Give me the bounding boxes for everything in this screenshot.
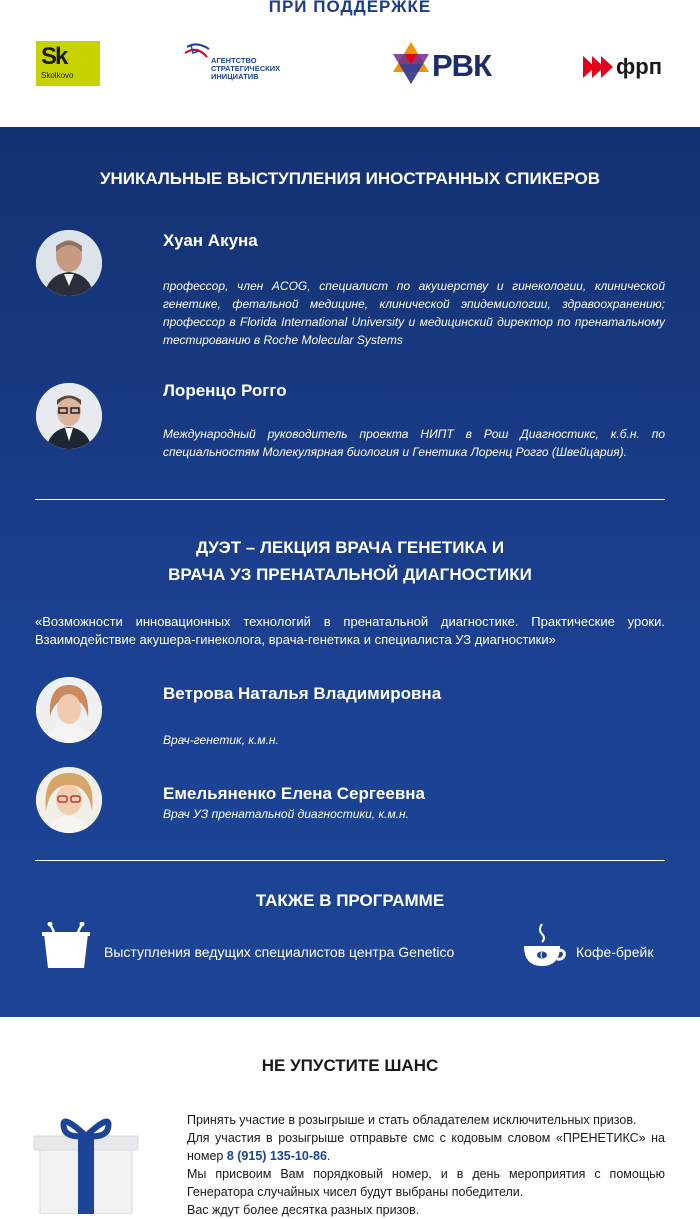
frp-logo-text: фрп bbox=[616, 54, 662, 79]
podium-icon bbox=[40, 922, 92, 970]
rvk-logo-text: РВК bbox=[432, 48, 491, 83]
frp-logo-icon bbox=[583, 54, 613, 80]
raffle-line bbox=[187, 1129, 665, 1165]
rvk-logo-icon bbox=[393, 42, 429, 84]
avatar bbox=[36, 230, 102, 296]
avatar bbox=[36, 677, 102, 743]
speaker-name: Емельяненко Елена Сергеевна bbox=[163, 784, 426, 803]
speaker-description: Врач-генетик, к.м.н. bbox=[163, 733, 279, 747]
gift-box-icon bbox=[30, 1110, 142, 1214]
program-item-label: Выступления ведущих специалистов центра Genetico bbox=[104, 944, 455, 960]
raffle-text bbox=[187, 1111, 665, 1219]
program-band bbox=[0, 127, 700, 1017]
speaker-description: профессор, член ACOG, специалист по акушерству и гинекологии, клинической генетике, фетальной медицине, клинической эпидемиологии, здравоохранению; профессор в Florida International University и медицинский директор по пренатальному тестированию в Roche Molecular Systems bbox=[163, 279, 665, 347]
section-divider bbox=[35, 860, 665, 861]
asi-logo-line3: ИНИЦИАТИВ bbox=[211, 72, 259, 81]
foreign-speakers-title: УНИКАЛЬНЫЕ ВЫСТУПЛЕНИЯ ИНОСТРАННЫХ СПИКЕРОВ bbox=[99, 169, 601, 188]
support-title: ПРИ ПОДДЕРЖКЕ bbox=[268, 0, 432, 16]
avatar bbox=[36, 383, 102, 449]
asi-logo-line1: АГЕНТСТВО bbox=[211, 56, 257, 65]
asi-logo-icon bbox=[183, 41, 211, 71]
raffle-line: Принять участие в розыгрыше и стать обладателем исключительных призов. bbox=[187, 1113, 637, 1127]
skolkovo-logo-mark: Sk bbox=[41, 43, 67, 70]
skolkovo-logo-text: Skolkovo bbox=[41, 71, 74, 80]
program-item-label: Кофе-брейк bbox=[576, 944, 654, 960]
speaker-description: Международный руководитель проекта НИПТ в Рош Диагностикс, к.б.н. по специальностям Молекулярная биология и Генетика Лоренц Рогго (Швейцария). bbox=[163, 427, 665, 459]
program-title: ТАКЖЕ В ПРОГРАММЕ bbox=[255, 891, 445, 910]
phone-number[interactable]: 8 (915) 135-10-86 bbox=[226, 1149, 327, 1163]
coffee-cup-icon bbox=[522, 922, 566, 970]
asi-logo[interactable] bbox=[183, 41, 283, 86]
speaker-name: Лоренцо Рогго bbox=[163, 381, 287, 400]
program-item bbox=[40, 922, 490, 972]
raffle-text-part: Для участия в розыгрыше отправьте смс с кодовым словом «ПРЕНЕТИКС» на номер bbox=[187, 1131, 665, 1163]
rvk-logo[interactable] bbox=[393, 42, 503, 86]
section-divider bbox=[35, 499, 665, 500]
raffle-text-part: . bbox=[326, 1149, 331, 1163]
speaker-description: Врач УЗ пренатальной диагностики, к.м.н. bbox=[163, 807, 409, 821]
duet-title-line2: ВРАЧА УЗ ПРЕНАТАЛЬНОЙ ДИАГНОСТИКИ bbox=[168, 565, 532, 584]
speaker-name: Хуан Акуна bbox=[163, 231, 258, 250]
program-item bbox=[522, 922, 682, 972]
asi-logo-line2: СТРАТЕГИЧЕСКИХ bbox=[211, 64, 281, 73]
duet-title-line1: ДУЭТ – ЛЕКЦИЯ ВРАЧА ГЕНЕТИКА И bbox=[195, 538, 505, 557]
speaker-name: Ветрова Наталья Владимировна bbox=[163, 684, 442, 703]
avatar bbox=[36, 767, 102, 833]
raffle-title: НЕ УПУСТИТЕ ШАНС bbox=[261, 1056, 439, 1075]
frp-logo[interactable] bbox=[583, 54, 673, 82]
sponsors-section bbox=[0, 0, 700, 127]
lecture-quote: «Возможности инновационных технологий в пренатальной диагностике. Практические уроки. Взаимодействие акушера-гинеколога, врача-генетика и специалиста УЗ диагностики» bbox=[35, 614, 665, 647]
raffle-line: Мы присвоим Вам порядковый номер, и в день мероприятия с помощью Генератора случайных чисел будут выбраны победители. bbox=[187, 1167, 665, 1199]
skolkovo-logo[interactable] bbox=[36, 41, 100, 86]
raffle-line: Вас ждут более десятка разных призов. bbox=[187, 1203, 420, 1217]
